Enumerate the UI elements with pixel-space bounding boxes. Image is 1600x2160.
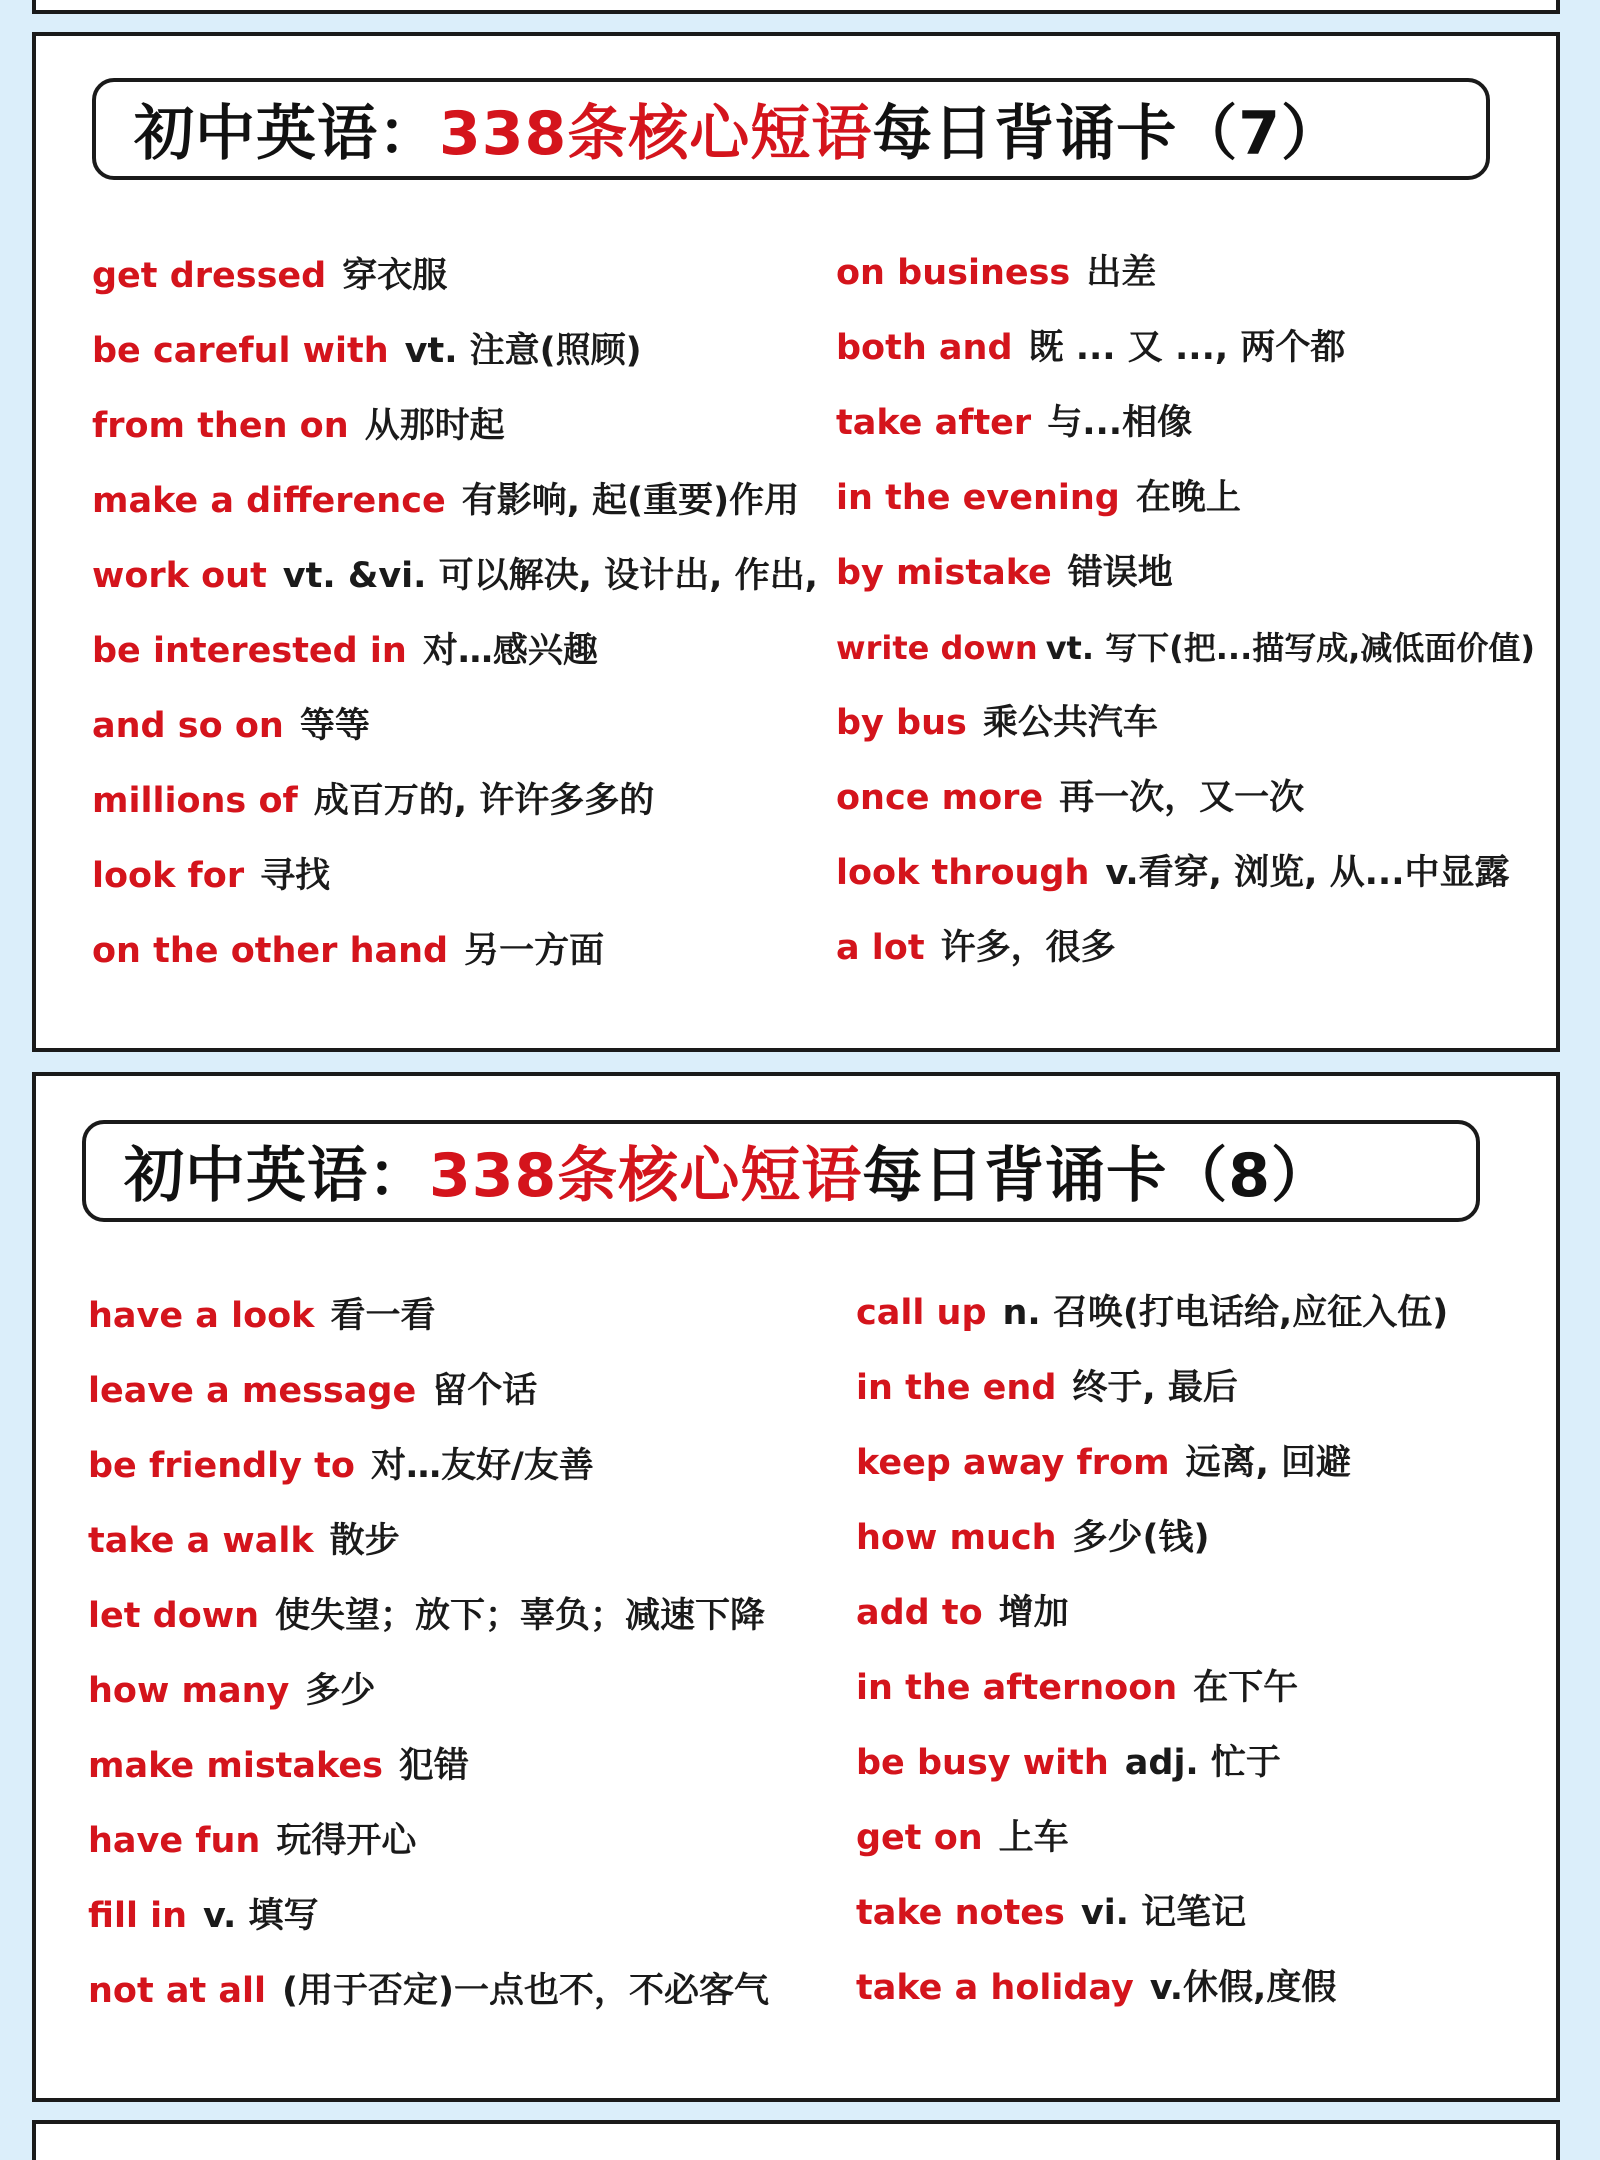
phrase-row bbox=[92, 554, 818, 598]
phrase-english: have fun bbox=[88, 1821, 261, 1861]
title-suffix: 每日背诵卡（8） bbox=[862, 1141, 1332, 1211]
phrase-row bbox=[836, 851, 1510, 895]
phrase-english: in the evening bbox=[836, 478, 1120, 518]
next-card-edge bbox=[32, 2120, 1560, 2160]
phrase-english: millions of bbox=[92, 781, 298, 821]
phrase-chinese: v. 填写 bbox=[203, 1896, 319, 1936]
phrase-row bbox=[856, 1816, 1069, 1860]
phrase-row bbox=[92, 479, 799, 523]
phrase-chinese: 看一看 bbox=[330, 1296, 436, 1336]
phrase-chinese: 在晚上 bbox=[1135, 478, 1241, 518]
phrase-english: get dressed bbox=[92, 256, 327, 296]
phrase-row bbox=[836, 551, 1173, 595]
title-highlight: 338条核心短语 bbox=[429, 1141, 863, 1211]
phrase-row bbox=[92, 854, 330, 898]
phrase-row bbox=[836, 926, 1116, 970]
phrase-english: make a difference bbox=[92, 481, 446, 521]
phrase-english: be busy with bbox=[856, 1743, 1109, 1783]
phrase-chinese: 多少(钱) bbox=[1072, 1518, 1210, 1558]
phrase-english: in the afternoon bbox=[856, 1668, 1178, 1708]
title-suffix: 每日背诵卡（7） bbox=[872, 99, 1342, 169]
phrase-row bbox=[856, 1666, 1298, 1710]
phrase-english: and so on bbox=[92, 706, 284, 746]
phrase-english: fill in bbox=[88, 1896, 188, 1936]
phrase-chinese: adj. 忙于 bbox=[1124, 1743, 1281, 1783]
phrase-row bbox=[88, 1594, 765, 1638]
phrase-english: in the end bbox=[856, 1368, 1057, 1408]
phrase-row bbox=[88, 1744, 469, 1788]
phrase-english: call up bbox=[856, 1293, 987, 1333]
phrase-row bbox=[88, 1519, 400, 1563]
phrase-row bbox=[836, 626, 1535, 670]
phrase-chinese: 错误地 bbox=[1067, 553, 1173, 593]
phrase-row bbox=[856, 1966, 1336, 2010]
phrase-row bbox=[856, 1441, 1351, 1485]
title-prefix: 初中英语： bbox=[134, 99, 439, 169]
phrase-chinese: 等等 bbox=[299, 706, 370, 746]
phrase-row bbox=[856, 1891, 1246, 1935]
phrase-row bbox=[836, 326, 1345, 370]
phrase-english: a lot bbox=[836, 928, 925, 968]
phrase-english: look for bbox=[92, 856, 245, 896]
phrase-row bbox=[92, 779, 654, 823]
phrase-chinese: 与...相像 bbox=[1047, 403, 1193, 443]
phrase-english: take notes bbox=[856, 1893, 1065, 1933]
phrase-chinese: vt. 注意(照顾) bbox=[404, 331, 642, 371]
phrase-chinese: 留个话 bbox=[432, 1371, 538, 1411]
phrase-chinese: 再一次，又一次 bbox=[1059, 778, 1305, 818]
phrase-chinese: (用于否定)一点也不，不必客气 bbox=[282, 1971, 770, 2011]
phrase-chinese: 对…友好/友善 bbox=[370, 1446, 594, 1486]
phrase-row bbox=[836, 401, 1192, 445]
phrase-chinese: 在下午 bbox=[1193, 1668, 1299, 1708]
phrase-chinese: 穿衣服 bbox=[342, 256, 448, 296]
phrase-chinese: vt. 写下(把...描写成,减低面价值) bbox=[1045, 629, 1536, 667]
phrase-row bbox=[836, 701, 1158, 745]
phrase-chinese: 许多，很多 bbox=[940, 928, 1116, 968]
phrase-chinese: 多少 bbox=[305, 1671, 376, 1711]
phrase-row bbox=[88, 1669, 375, 1713]
phrase-english: be interested in bbox=[92, 631, 407, 671]
phrase-english: take after bbox=[836, 403, 1032, 443]
phrase-row bbox=[856, 1741, 1281, 1785]
phrase-row bbox=[88, 1969, 769, 2013]
phrase-chinese: n. 召唤(打电话给,应征入伍) bbox=[1002, 1293, 1449, 1333]
phrase-english: take a walk bbox=[88, 1521, 314, 1561]
phrase-row bbox=[88, 1894, 319, 1938]
phrase-english: take a holiday bbox=[856, 1968, 1134, 2008]
phrase-chinese: 成百万的, 许许多多的 bbox=[313, 781, 655, 821]
card-title bbox=[92, 78, 1490, 180]
phrase-english: both and bbox=[836, 328, 1013, 368]
phrase-english: on business bbox=[836, 253, 1071, 293]
phrase-chinese: 寻找 bbox=[260, 856, 331, 896]
phrase-english: how many bbox=[88, 1671, 290, 1711]
phrase-card-7 bbox=[32, 32, 1560, 1052]
phrase-chinese: 使失望；放下；辜负；减速下降 bbox=[275, 1596, 766, 1636]
previous-card-edge bbox=[32, 0, 1560, 14]
phrase-row bbox=[856, 1591, 1069, 1635]
phrase-chinese: 远离, 回避 bbox=[1185, 1443, 1352, 1483]
phrase-chinese: 另一方面 bbox=[464, 931, 605, 971]
phrase-chinese: vt. &vi. 可以解决, 设计出, 作出, bbox=[282, 556, 818, 596]
phrase-english: make mistakes bbox=[88, 1746, 383, 1786]
phrase-chinese: 出差 bbox=[1086, 253, 1157, 293]
phrase-row bbox=[856, 1366, 1238, 1410]
phrase-chinese: v.看穿, 浏览, 从...中显露 bbox=[1105, 853, 1510, 893]
phrase-row bbox=[92, 704, 370, 748]
phrase-chinese: 增加 bbox=[998, 1593, 1069, 1633]
phrase-row bbox=[88, 1444, 594, 1488]
phrase-row bbox=[836, 251, 1156, 295]
phrase-english: be careful with bbox=[92, 331, 389, 371]
phrase-chinese: 散步 bbox=[329, 1521, 400, 1561]
phrase-chinese: 有影响, 起(重要)作用 bbox=[461, 481, 800, 521]
phrase-english: get on bbox=[856, 1818, 983, 1858]
phrase-chinese: v.休假,度假 bbox=[1149, 1968, 1337, 2008]
phrase-english: by bus bbox=[836, 703, 967, 743]
phrase-english: work out bbox=[92, 556, 267, 596]
phrase-row bbox=[88, 1369, 537, 1413]
phrase-row bbox=[88, 1294, 435, 1338]
title-prefix: 初中英语： bbox=[124, 1141, 429, 1211]
phrase-chinese: 对…感兴趣 bbox=[422, 631, 598, 671]
phrase-chinese: 玩得开心 bbox=[276, 1821, 417, 1861]
phrase-chinese: 从那时起 bbox=[364, 406, 505, 446]
phrase-chinese: 乘公共汽车 bbox=[982, 703, 1158, 743]
phrase-english: how much bbox=[856, 1518, 1057, 1558]
phrase-chinese: vi. 记笔记 bbox=[1080, 1893, 1247, 1933]
phrase-english: from then on bbox=[92, 406, 349, 446]
phrase-row bbox=[92, 404, 505, 448]
phrase-row bbox=[92, 329, 642, 373]
phrase-english: let down bbox=[88, 1596, 260, 1636]
phrase-english: write down bbox=[836, 629, 1038, 667]
phrase-english: on the other hand bbox=[92, 931, 449, 971]
phrase-row bbox=[92, 254, 447, 298]
phrase-row bbox=[92, 629, 598, 673]
phrase-english: be friendly to bbox=[88, 1446, 355, 1486]
phrase-english: have a look bbox=[88, 1296, 315, 1336]
phrase-row bbox=[836, 476, 1241, 520]
phrase-english: add to bbox=[856, 1593, 983, 1633]
phrase-chinese: 犯错 bbox=[398, 1746, 469, 1786]
title-highlight: 338条核心短语 bbox=[439, 99, 873, 169]
phrase-english: by mistake bbox=[836, 553, 1052, 593]
phrase-card-8 bbox=[32, 1072, 1560, 2102]
phrase-chinese: 既 ... 又 ..., 两个都 bbox=[1028, 328, 1346, 368]
phrase-row bbox=[856, 1516, 1210, 1560]
phrase-english: once more bbox=[836, 778, 1044, 818]
phrase-english: not at all bbox=[88, 1971, 267, 2011]
card-title bbox=[82, 1120, 1480, 1222]
phrase-english: leave a message bbox=[88, 1371, 417, 1411]
phrase-english: look through bbox=[836, 853, 1090, 893]
phrase-row bbox=[836, 776, 1304, 820]
phrase-row bbox=[88, 1819, 416, 1863]
phrase-row bbox=[856, 1291, 1448, 1335]
phrase-english: keep away from bbox=[856, 1443, 1170, 1483]
phrase-row bbox=[92, 929, 604, 973]
phrase-chinese: 上车 bbox=[998, 1818, 1069, 1858]
phrase-chinese: 终于, 最后 bbox=[1072, 1368, 1238, 1408]
